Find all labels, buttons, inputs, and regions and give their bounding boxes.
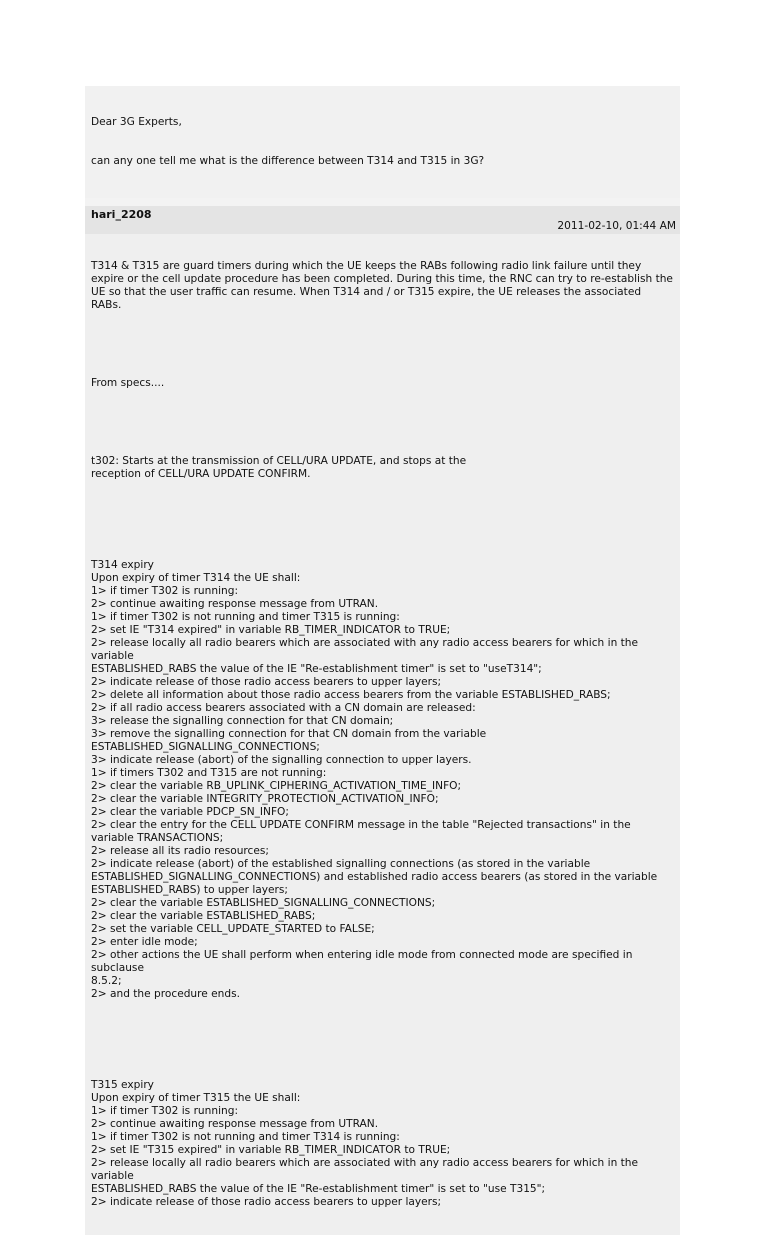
reply-author[interactable]: hari_2208 (91, 208, 152, 221)
question-post (85, 86, 680, 198)
reply-date: 2011-02-10, 01:44 AM (557, 220, 676, 232)
t315-expiry-section: T315 expiry Upon expiry of timer T315 the UE shall: 1> if timer T302 is running: 2> continue awaiting response message from UTRAN. 1> if timer T302 is not running and timer T314 is running: 2> set IE "T315 expired" in variable RB_TIMER_INDICATOR to TRUE; 2> release locally all radio bearers which are associated with any radio access bearers for which in the variable ESTABLISHED_RABS the value of the IE "Re-establishment timer" is set to "use T315"; 2> indicate release of those radio access bearers to upper layers; (91, 1079, 639, 1208)
question-text: can any one tell me what is the difference between T314 and T315 in 3G? (91, 155, 485, 167)
t314-expiry-section: T314 expiry Upon expiry of timer T314 the UE shall: 1> if timer T302 is running: 2> continue awaiting response message from UTRAN. 1> if timer T302 is not running and timer T315 is running: 2> set IE "T314 expired" in variable RB_TIMER_INDICATOR to TRUE; 2> release locally all radio bearers which are associated with any radio access bearers for which in the variable ESTABLISHED_RABS the value of the IE "Re-establishment timer" is set to "useT314"; 2> indicate release of those radio access bearers to upper layers; 2> delete all information about those radio access bearers from the variable ESTABLISHED_RABS; 2> if all radio access bearers associated with a CN domain are released: 3> release the signalling connection for that CN domain; 3> remove the signalling connection for that CN domain from the variable ESTABLISHED_SIGNALLING_CONNECTIONS; 3> indicate release (abort) of the signalling connection to upper layers. 1> if timers T302 and T315 are not running: 2> clear the variable RB_UPLINK_CIPHERING_ACTIVATION_TIME_INFO; 2> clear the variable INTEGRITY_PROTECTION_ACTIVATION_INFO; 2> clear the variable PDCP_SN_INFO; 2> clear the entry for the CELL UPDATE CONFIRM message in the table "Rejected transactions" in the variable TRANSACTIONS; 2> release all its radio resources; 2> indicate release (abort) of the established signalling connections (as stored in the variable ESTABLISHED_SIGNALLING_CONNECTIONS) and established radio access bearers (as stored in the variable ESTABLISHED_RABS) to upper layers; 2> clear the variable ESTABLISHED_SIGNALLING_CONNECTIONS; 2> clear the variable ESTABLISHED_RABS; 2> set the variable CELL_UPDATE_STARTED to FALSE; 2> enter idle mode; 2> other actions the UE shall perform when entering idle mode from connected mode are specified in subclause 8.5.2; 2> and the procedure ends. (91, 559, 658, 1000)
question-greeting: Dear 3G Experts, (91, 116, 182, 128)
reply-header (85, 206, 680, 234)
reply-post (85, 206, 680, 1235)
reply-intro: T314 & T315 are guard timers during which the UE keeps the RABs following radio link failure until they expire or the cell update procedure has been completed. During this time, the RNC can try to re-establish the UE so that the user traffic can resume. When T314 and / or T315 expire, the UE releases the associated RABs. (91, 260, 677, 311)
reply-body (85, 234, 680, 1235)
reply-from-specs: From specs.... (91, 377, 165, 389)
forum-thread (85, 86, 680, 1208)
t302-definition: t302: Starts at the transmission of CELL/URA UPDATE, and stops at the reception of CELL/URA UPDATE CONFIRM. (91, 455, 467, 480)
